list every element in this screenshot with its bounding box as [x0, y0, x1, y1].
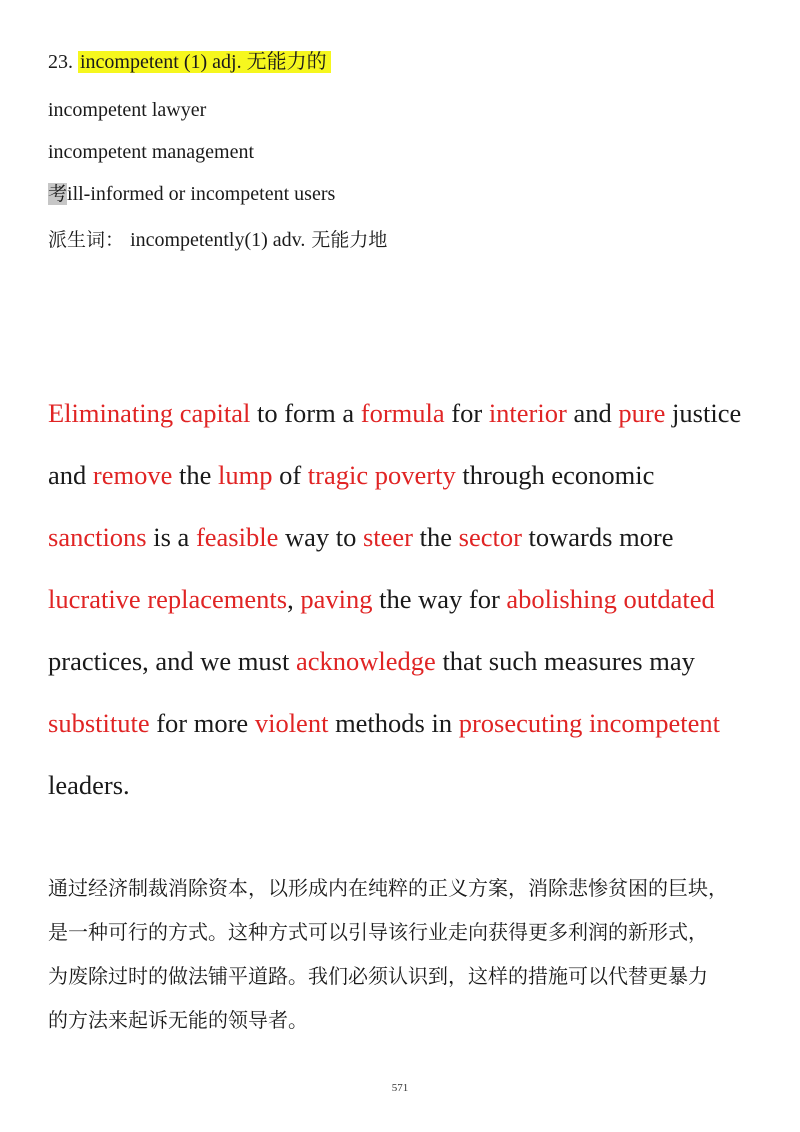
passage-text: methods in [328, 708, 459, 738]
translation-line: 是一种可行的方式。这种方式可以引导该行业走向获得更多利润的新形式， [48, 920, 708, 944]
passage-text: is a [146, 522, 196, 552]
keyword: interior [488, 398, 567, 428]
keyword: paving [300, 584, 373, 614]
passage-text: for more [149, 708, 255, 738]
keyword: sector [458, 522, 522, 552]
translation-line: 为废除过时的做法铺平道路。我们必须认识到，这样的措施可以代替更暴力 [48, 964, 708, 988]
keyword: sanctions [48, 522, 147, 552]
keyword: capital [179, 398, 251, 428]
passage-text: through economic [455, 460, 655, 490]
derived-label: 派生词： [48, 229, 125, 251]
passage-line [48, 768, 130, 802]
passage-text: and [48, 460, 93, 490]
translation-line: 通过经济制裁消除资本，以形成内在纯粹的正义方案，消除悲惨贫困的巨块， [48, 876, 728, 900]
keyword: feasible [195, 522, 279, 552]
passage-text: leaders. [48, 770, 130, 800]
page-number: 571 [391, 1082, 409, 1094]
passage-line [48, 582, 715, 616]
keyword: lucrative replacements [48, 584, 288, 614]
passage-text: the [413, 522, 459, 552]
vocab-entry-header [48, 48, 331, 76]
keyword: lump [217, 460, 273, 490]
passage-line [48, 706, 720, 740]
derived-meaning: 无能力地 [311, 229, 388, 251]
keyword: acknowledge [296, 646, 436, 676]
keyword: abolishing outdated [506, 584, 715, 614]
entry-number: 23. [48, 51, 73, 73]
keyword: steer [362, 522, 414, 552]
exam-badge: 考 [48, 183, 68, 205]
exam-example-line [48, 180, 335, 208]
passage-text: for [444, 398, 489, 428]
translation-line: 的方法来起诉无能的领导者。 [48, 1008, 308, 1032]
headword-highlight: incompetent (1) adj. 无能力的 [78, 51, 331, 73]
keyword: Eliminating [48, 398, 174, 428]
passage-line [48, 520, 674, 554]
exam-example: ill-informed or incompetent users [67, 183, 336, 205]
passage-text: of [272, 460, 308, 490]
passage-text: justice [665, 398, 742, 428]
keyword: pure [618, 398, 666, 428]
passage-line [48, 458, 654, 492]
keyword: substitute [48, 708, 150, 738]
keyword: violent [254, 708, 329, 738]
passage-text: practices, and we must [48, 646, 296, 676]
keyword: remove [92, 460, 173, 490]
passage-text: towards more [521, 522, 674, 552]
passage-text [173, 398, 180, 428]
keyword: tragic poverty [307, 460, 456, 490]
passage-line [48, 396, 741, 430]
passage-text: and [566, 398, 619, 428]
passage-text: that such measures may [435, 646, 695, 676]
passage-text: the [172, 460, 218, 490]
passage-text: the way for [372, 584, 507, 614]
passage-text: , [287, 584, 301, 614]
derived-word: incompetently(1) adv. [130, 229, 306, 251]
passage-text: to form a [250, 398, 361, 428]
example-phrase: incompetent lawyer [48, 99, 207, 121]
passage-line [48, 644, 695, 678]
keyword: prosecuting incompetent [458, 708, 720, 738]
derived-word-line [48, 226, 387, 254]
keyword: formula [360, 398, 445, 428]
passage-text: way to [278, 522, 363, 552]
example-phrase: incompetent management [48, 141, 255, 163]
